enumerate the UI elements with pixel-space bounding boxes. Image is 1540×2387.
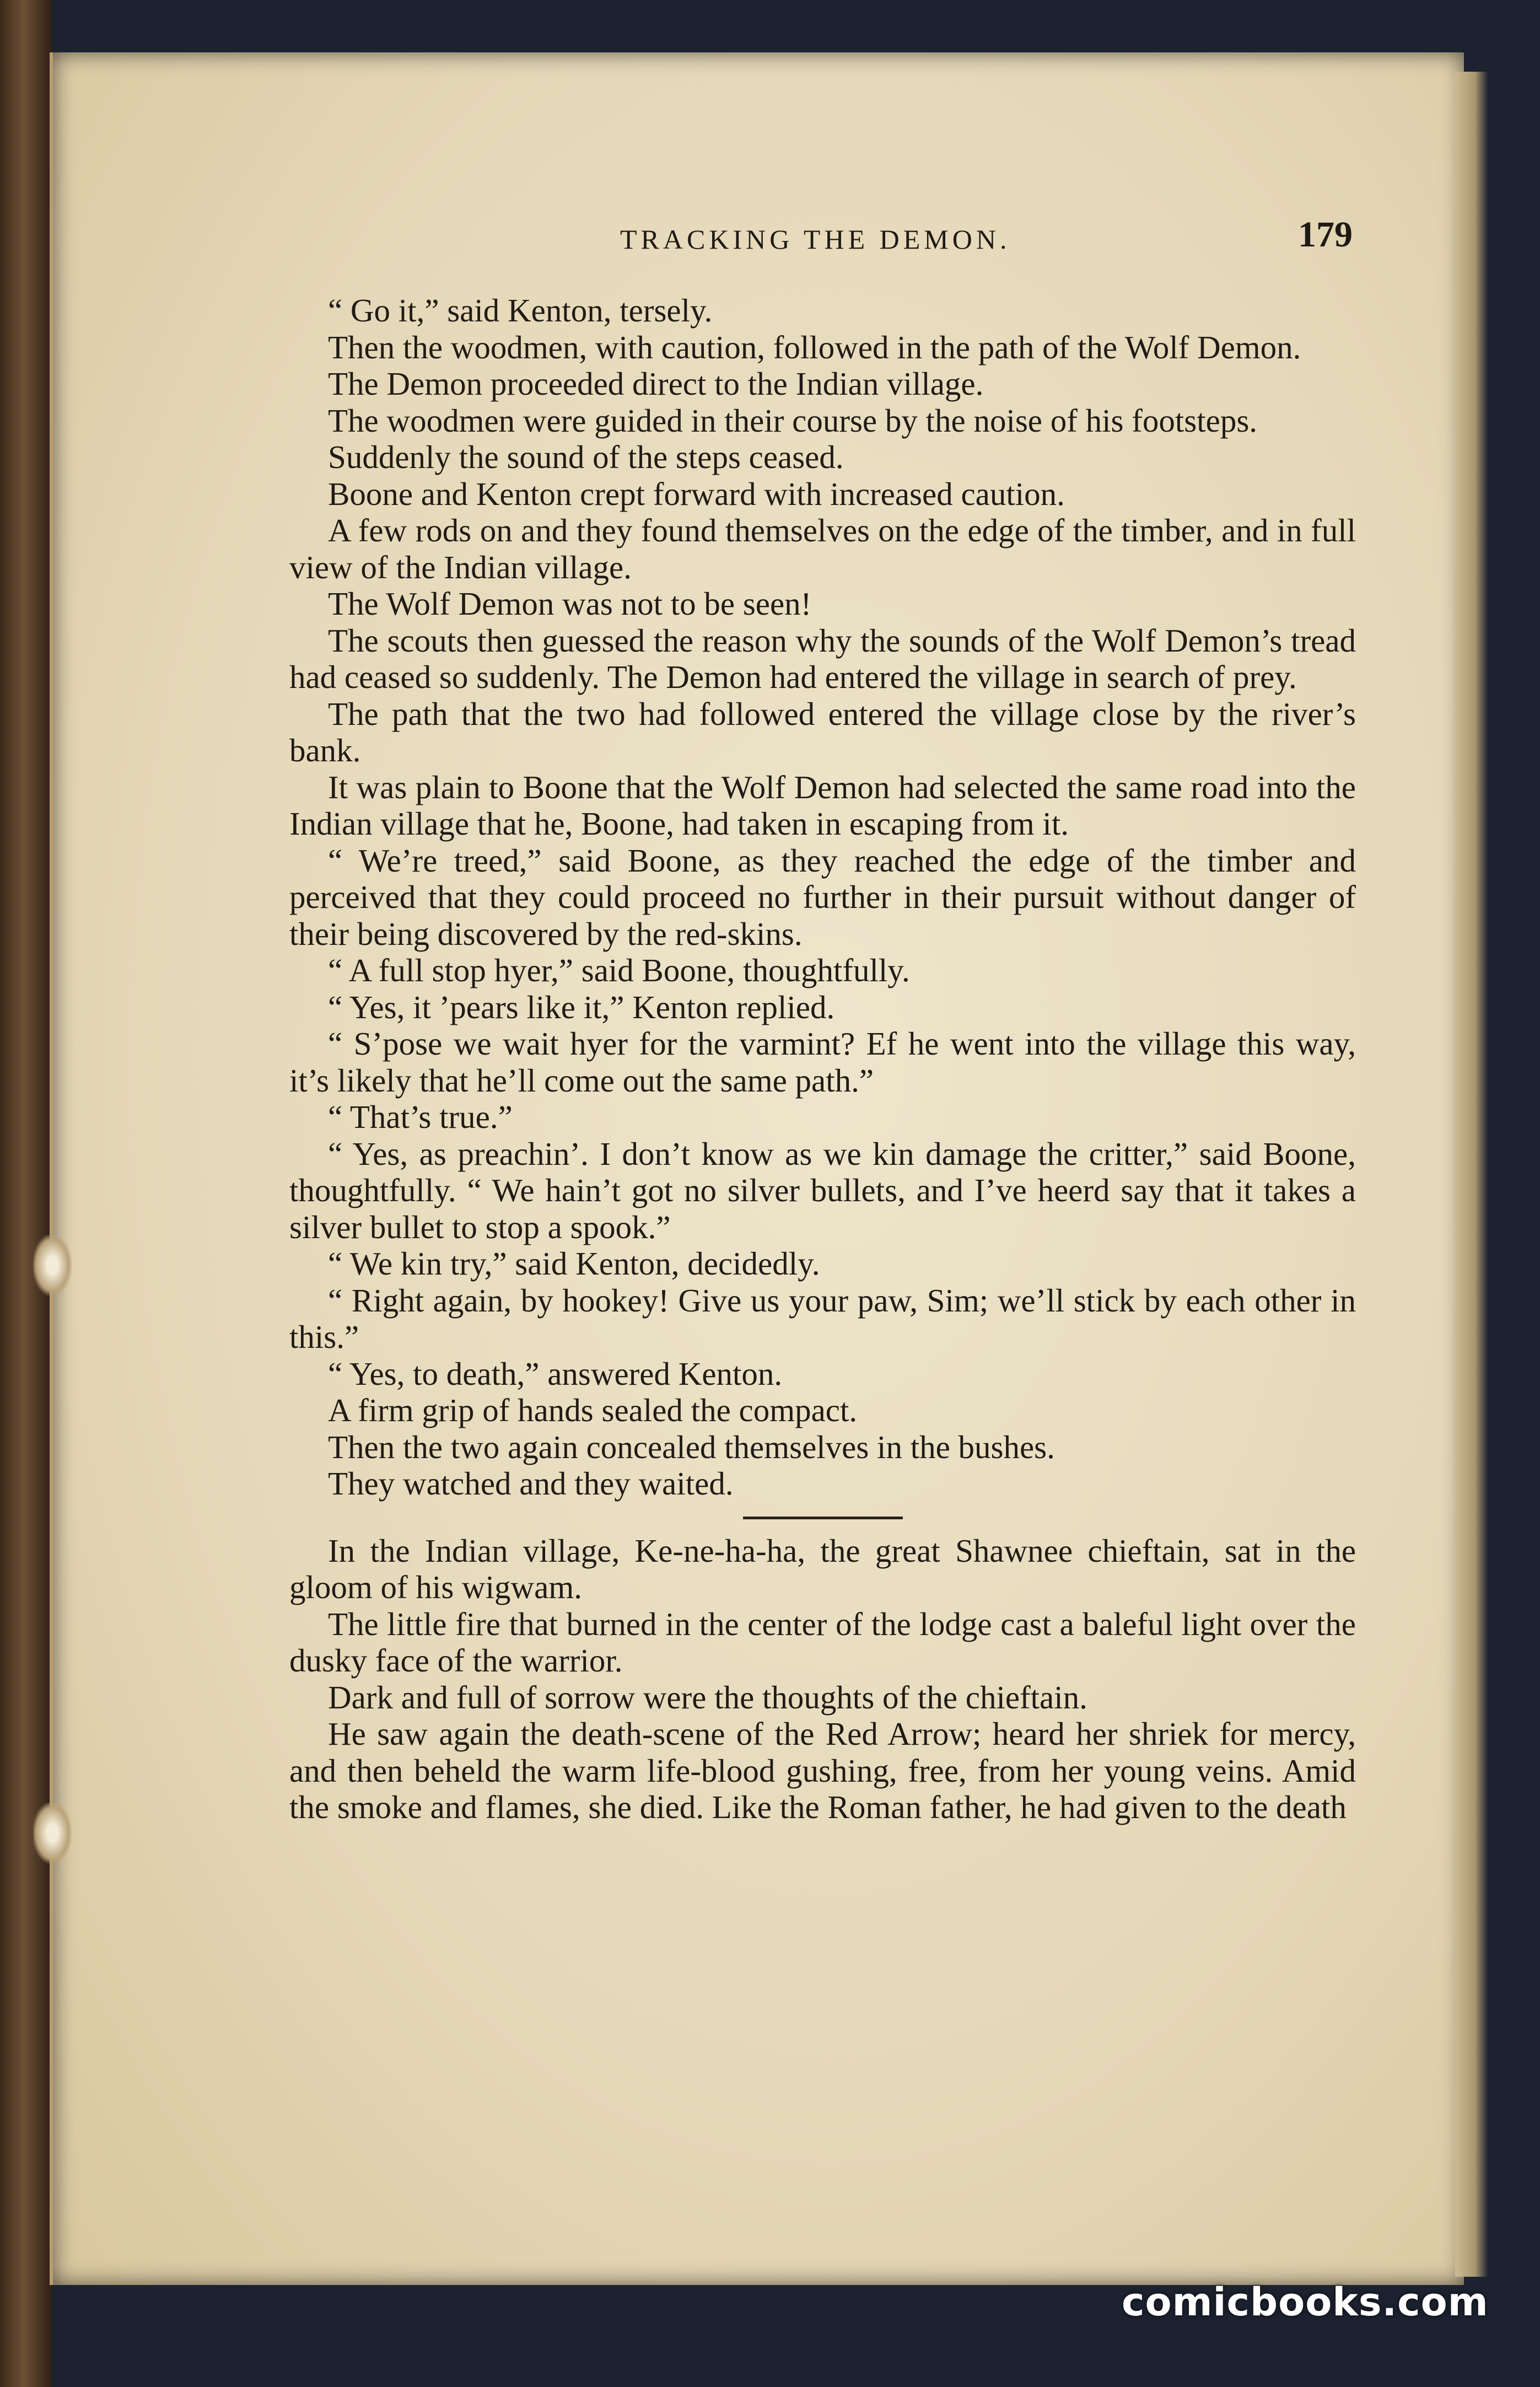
- paragraph: “ We kin try,” said Kenton, decidedly.: [328, 1245, 820, 1282]
- section-divider: [743, 1517, 903, 1519]
- paragraph: In the Indian village, Ke-ne-ha-ha, the great Shawnee chieftain, sat in the gloom of his wigwam.: [289, 1532, 1356, 1605]
- book-spine: [0, 0, 52, 2387]
- running-head: TRACKING THE DEMON.: [620, 224, 1011, 255]
- paragraph: “ That’s true.”: [328, 1099, 513, 1135]
- paragraph: Boone and Kenton crept forward with increased caution.: [328, 475, 1065, 512]
- paragraph: Then the two again concealed themselves in the bushes.: [328, 1428, 1055, 1465]
- section-one: [289, 292, 1356, 1502]
- paragraph: Suddenly the sound of the steps ceased.: [328, 439, 844, 475]
- paragraph: The path that the two had followed entered the village close by the river’s bank.: [289, 695, 1356, 768]
- paragraph: He saw again the death-scene of the Red Arrow; heard her shriek for mercy, and then beheld the warm life-blood gushing, free, from her young veins. Amid the smoke and flames, she died. Like the Roman father, he had given to the death: [289, 1716, 1356, 1825]
- paragraph: “ A full stop hyer,” said Boone, thoughtfully.: [328, 952, 910, 988]
- paragraph: The little fire that burned in the center of the lodge cast a baleful light over the dusky face of the warrior.: [289, 1605, 1356, 1679]
- paragraph: The woodmen were guided in their course by the noise of his footsteps.: [328, 402, 1258, 439]
- paragraph: They watched and they waited.: [328, 1465, 734, 1502]
- paragraph: It was plain to Boone that the Wolf Demon had selected the same road into the Indian village that he, Boone, had taken in escaping from it.: [289, 768, 1356, 842]
- paragraph: Then the woodmen, with caution, followed in the path of the Wolf Demon.: [328, 329, 1301, 365]
- paragraph: “ Yes, as preachin’. I don’t know as we kin damage the critter,” said Boone, thoughtfully. “ We hain’t got no silver bullets, and I’ve heerd say that it takes a silver bullet to stop a spook.”: [289, 1135, 1356, 1245]
- paragraph: “ Yes, to death,” answered Kenton.: [328, 1355, 783, 1392]
- paragraph: “ S’pose we wait hyer for the varmint? Ef he went into the village this way, it’s likely that he’ll come out the same path.”: [289, 1025, 1356, 1099]
- paragraph: The Wolf Demon was not to be seen!: [328, 585, 812, 622]
- binding-hole: [33, 1803, 72, 1863]
- paragraph: The Demon proceeded direct to the Indian village.: [328, 365, 984, 402]
- binding-hole: [33, 1235, 72, 1295]
- body-text: [289, 292, 1356, 1826]
- paragraph: Dark and full of sorrow were the thoughts of the chieftain.: [328, 1679, 1087, 1716]
- paragraph: “ We’re treed,” said Boone, as they reached the edge of the timber and perceived that they could proceed no further in their pursuit without danger of their being discovered by the red-skins.: [289, 842, 1356, 952]
- paragraph: A firm grip of hands sealed the compact.: [328, 1392, 858, 1428]
- paragraph: “ Right again, by hookey! Give us your paw, Sim; we’ll stick by each other in this.”: [289, 1282, 1356, 1355]
- paragraph: “ Go it,” said Kenton, tersely.: [328, 292, 713, 329]
- watermark: comicbooks.com: [1122, 2280, 1489, 2325]
- paragraph: A few rods on and they found themselves on the edge of the timber, and in full view of the Indian village.: [289, 512, 1356, 585]
- page-edge: [1455, 72, 1488, 2277]
- paragraph: “ Yes, it ’pears like it,” Kenton replied.: [328, 988, 835, 1025]
- page-number: 179: [1298, 214, 1353, 255]
- paragraph: The scouts then guessed the reason why the sounds of the Wolf Demon’s tread had ceased so suddenly. The Demon had entered the village in search of prey.: [289, 622, 1356, 695]
- section-two: [289, 1533, 1356, 1826]
